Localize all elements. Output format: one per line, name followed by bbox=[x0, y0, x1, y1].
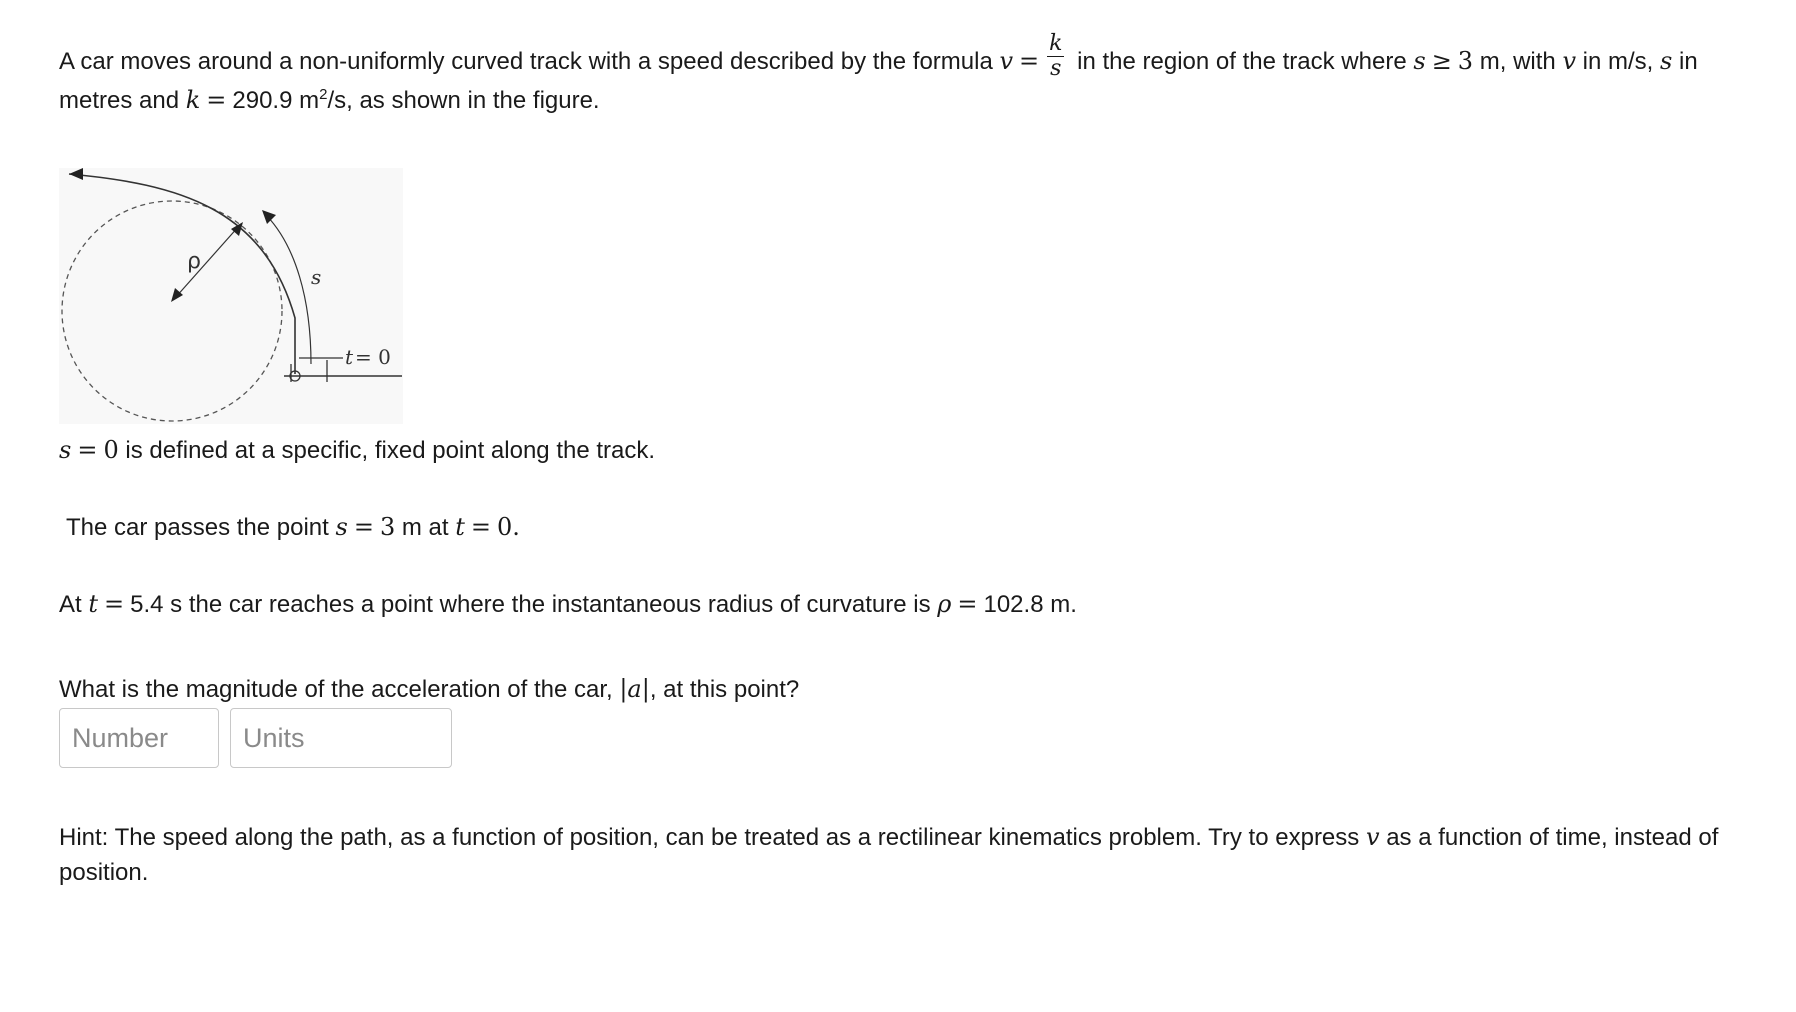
time-info-text: At bbox=[59, 591, 82, 618]
k-unit-exponent: 2 bbox=[319, 86, 328, 103]
math-equals: = bbox=[77, 436, 98, 464]
math-v: v bbox=[1562, 47, 1576, 75]
track-arrowhead bbox=[69, 168, 83, 180]
math-equals: = bbox=[353, 513, 374, 541]
math-t: t bbox=[455, 513, 465, 541]
math-t: t bbox=[88, 590, 99, 618]
time-info-line bbox=[59, 585, 1077, 624]
math-s: s bbox=[1660, 47, 1673, 75]
math-geq: ≥ bbox=[1431, 47, 1452, 75]
math-equals: = bbox=[1019, 47, 1040, 75]
math-v: v bbox=[1365, 823, 1380, 851]
problem-line-2 bbox=[59, 81, 600, 120]
hint-paragraph bbox=[59, 820, 1749, 890]
k-value: 290.9 m bbox=[232, 87, 320, 114]
track-figure bbox=[59, 168, 403, 424]
label-t: t bbox=[345, 345, 354, 369]
question-text: What is the magnitude of the acceleration of the car, bbox=[59, 676, 613, 703]
rho-line bbox=[175, 226, 239, 298]
problem-text: /s, as shown in the figure. bbox=[327, 87, 600, 114]
label-rho: ρ bbox=[187, 249, 201, 274]
problem-text: metres and bbox=[59, 87, 180, 114]
problem-text: in the region of the track where bbox=[1077, 48, 1407, 75]
track-diagram bbox=[59, 168, 403, 424]
math-rho: ρ bbox=[937, 590, 952, 618]
math-v: v bbox=[999, 47, 1014, 75]
s-arc bbox=[267, 216, 311, 364]
time-info-text: 5.4 s the car reaches a point where the instantaneous radius of curvature is bbox=[130, 591, 931, 618]
passes-line bbox=[66, 508, 520, 547]
hint-text: as a function of time, instead of position. bbox=[59, 824, 1719, 886]
label-t-equals: = 0 bbox=[355, 345, 391, 369]
math-three: 3 bbox=[1457, 47, 1474, 75]
number-input[interactable] bbox=[59, 708, 219, 768]
time-info-text: 102.8 m. bbox=[983, 591, 1077, 618]
math-s: s bbox=[59, 436, 72, 464]
math-zero: 0. bbox=[497, 513, 520, 541]
math-s: s bbox=[1413, 47, 1426, 75]
units-input[interactable] bbox=[230, 708, 452, 768]
math-s: s bbox=[335, 513, 348, 541]
answer-inputs bbox=[59, 708, 452, 768]
math-abs-a: |a| bbox=[619, 675, 650, 703]
question-text: , at this point? bbox=[649, 676, 800, 703]
fraction-denominator: s bbox=[1050, 56, 1062, 82]
definition-text: is defined at a specific, fixed point along the track. bbox=[125, 437, 656, 464]
label-s: s bbox=[311, 265, 322, 289]
math-zero: 0 bbox=[103, 436, 119, 464]
math-three: 3 bbox=[379, 513, 396, 541]
s-arc-arrowhead bbox=[262, 210, 276, 224]
math-equals: = bbox=[104, 590, 125, 618]
rho-arrowhead-in bbox=[171, 288, 183, 302]
definition-line bbox=[59, 431, 655, 470]
question-line bbox=[59, 670, 799, 709]
problem-text: m, with bbox=[1479, 48, 1556, 75]
problem-text: A car moves around a non-uniformly curved track with a speed described by the formula bbox=[59, 48, 993, 75]
passes-text: m at bbox=[401, 514, 449, 541]
math-k: k bbox=[185, 86, 201, 114]
math-equals: = bbox=[957, 590, 978, 618]
problem-text: in bbox=[1679, 48, 1698, 75]
problem-text: in m/s, bbox=[1582, 48, 1654, 75]
fraction-numerator: k bbox=[1049, 31, 1063, 57]
math-fraction-k-over-s bbox=[1047, 33, 1064, 80]
track-path bbox=[69, 174, 295, 374]
passes-text: The car passes the point bbox=[66, 514, 329, 541]
math-equals: = bbox=[206, 86, 227, 114]
math-equals: = bbox=[470, 513, 492, 541]
curvature-circle bbox=[62, 201, 282, 421]
problem-line-1 bbox=[59, 31, 1698, 82]
hint-text: Hint: The speed along the path, as a function of position, can be treated as a rectilinear kinematics problem. Try to express bbox=[59, 824, 1360, 851]
